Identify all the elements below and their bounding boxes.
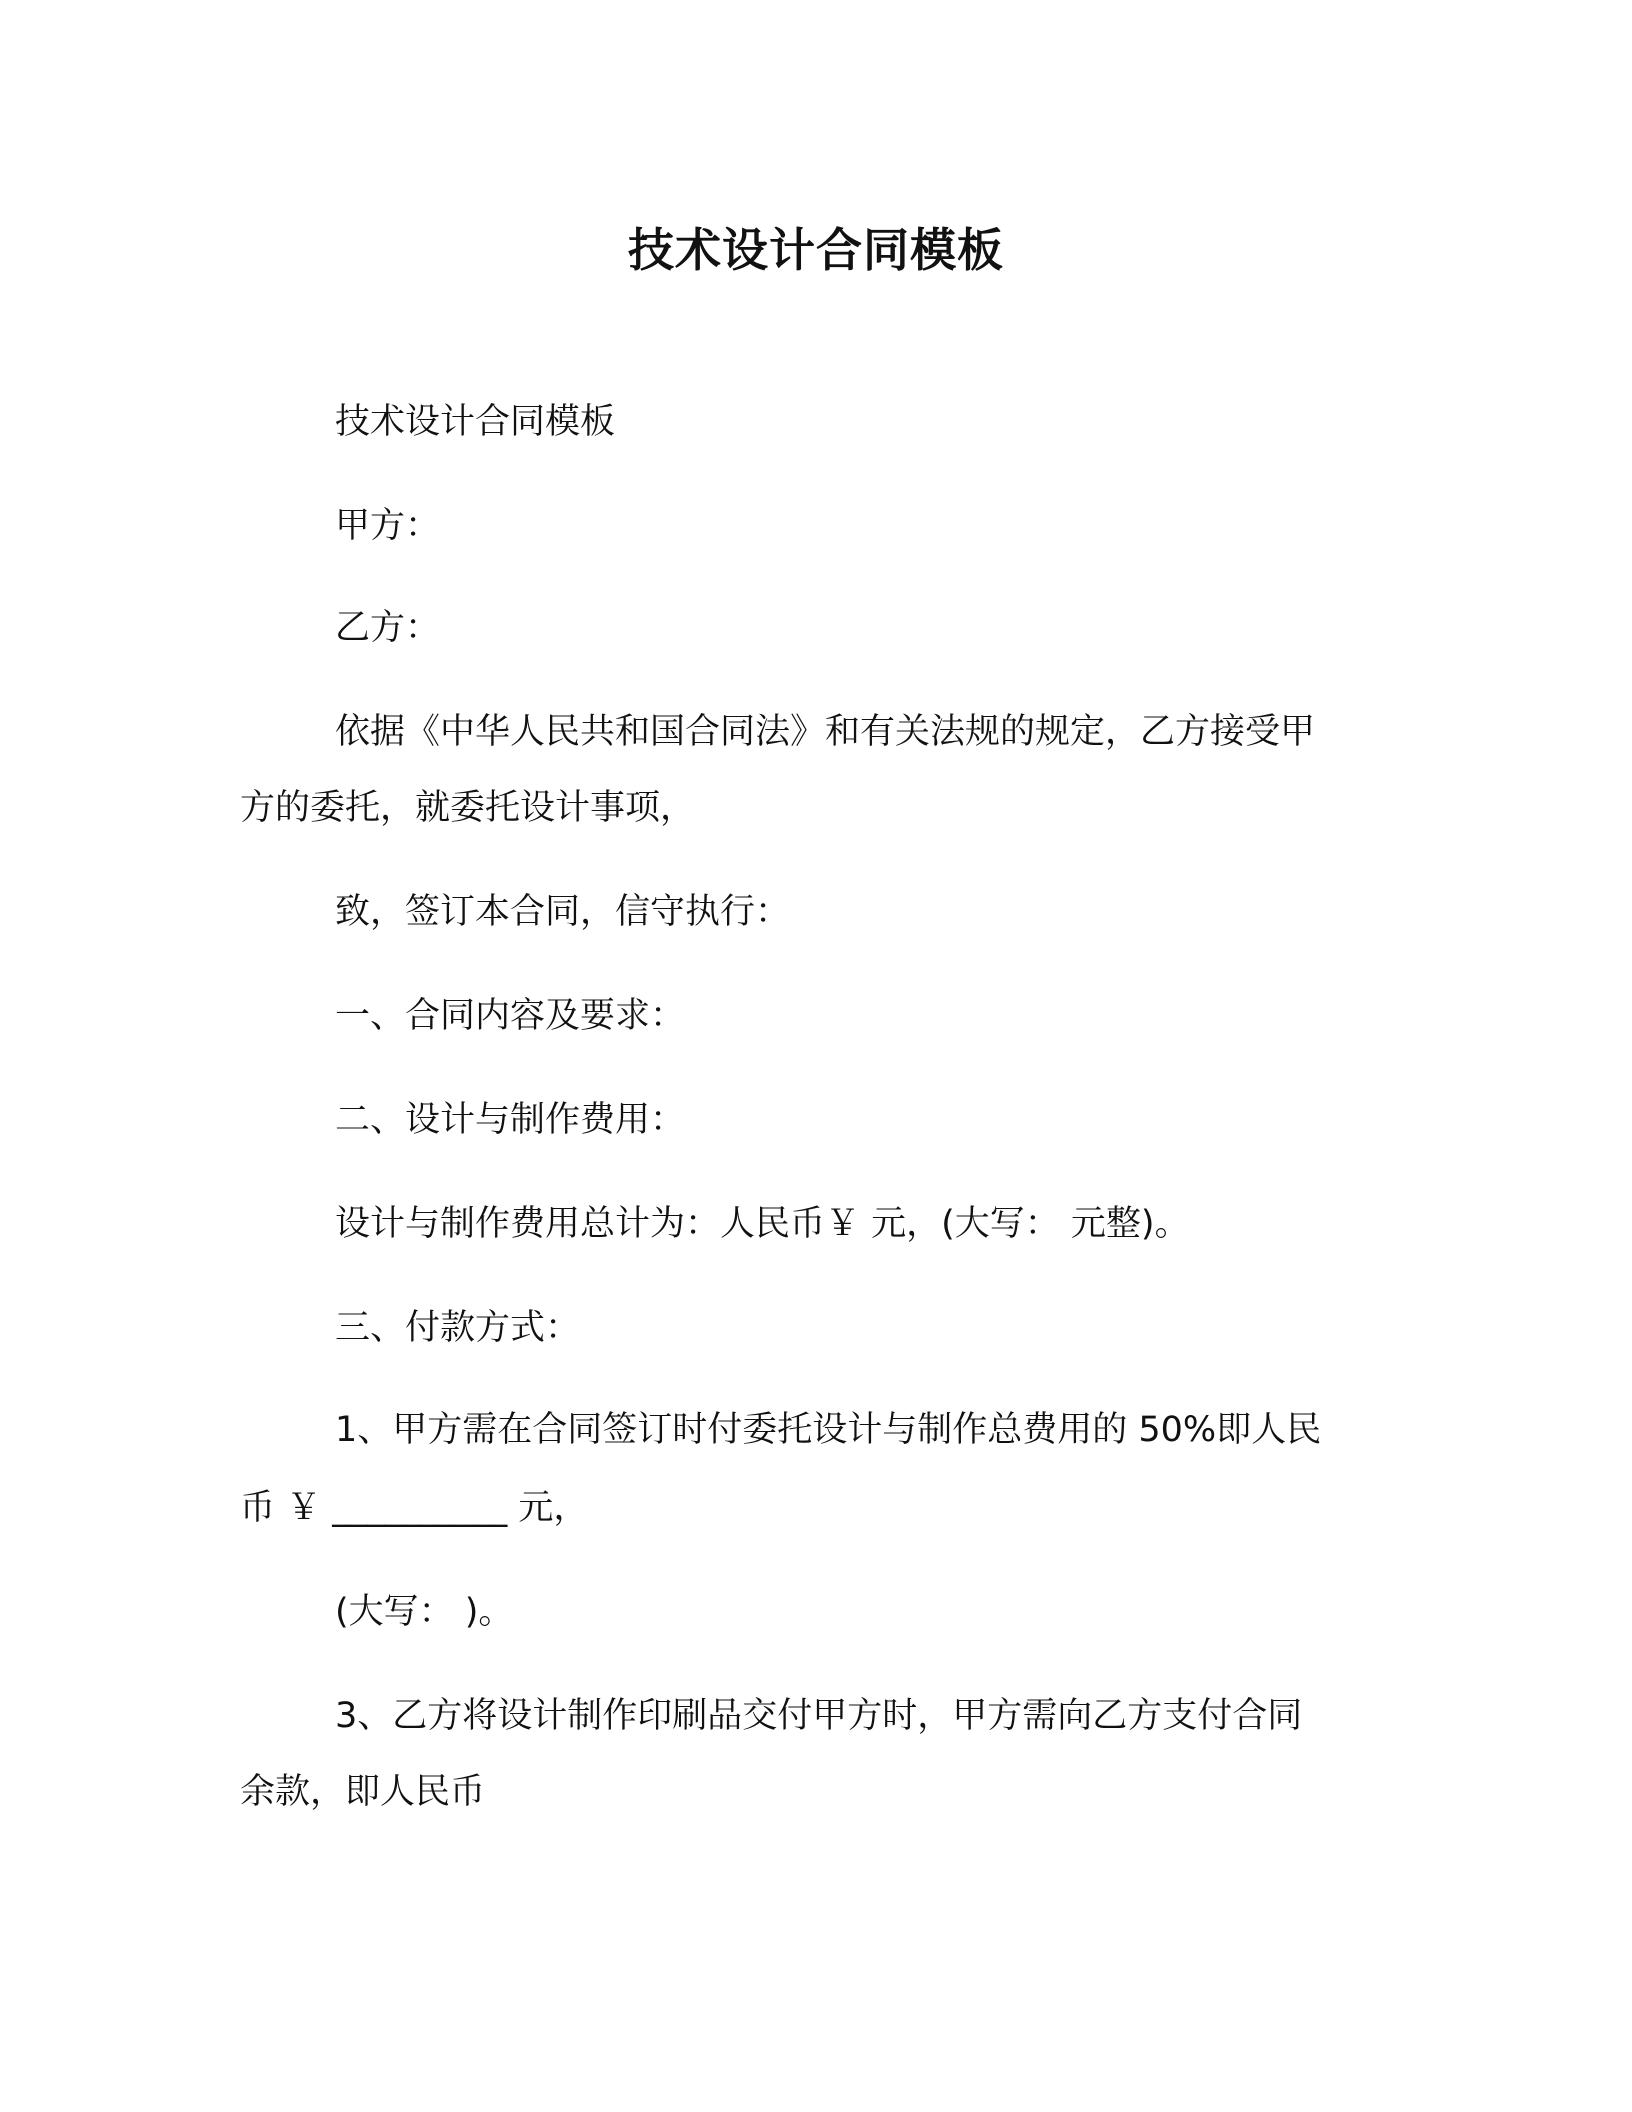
paragraph-basis-line2: 方的委托，就委托设计事项， (240, 788, 696, 828)
section-heading-3: 三、付款方式： (335, 1308, 581, 1348)
section-heading-2: 二、设计与制作费用： (335, 1100, 686, 1140)
paragraph-sign: 致，签订本合同，信守执行： (335, 892, 791, 932)
document-title: 技术设计合同模板 (628, 223, 1004, 277)
paragraph-fee-total: 设计与制作费用总计为：人民币￥ 元，(大写： 元整)。 (335, 1204, 1190, 1244)
paragraph-payment1-line2: 币 ￥ __________ 元， (240, 1488, 589, 1528)
paragraph-subtitle: 技术设计合同模板 (335, 402, 616, 442)
paragraph-party-b: 乙方： (335, 608, 441, 648)
paragraph-capital-amount: (大写： )。 (335, 1592, 514, 1632)
section-heading-1: 一、合同内容及要求： (335, 996, 686, 1036)
paragraph-payment1-line1: 1、甲方需在合同签订时付委托设计与制作总费用的 50%即人民 (335, 1410, 1322, 1450)
paragraph-basis-line1: 依据《中华人民共和国合同法》和有关法规的规定，乙方接受甲 (335, 712, 1316, 752)
paragraph-party-a: 甲方： (335, 506, 441, 546)
paragraph-payment3-line1: 3、乙方将设计制作印刷品交付甲方时，甲方需向乙方支付合同 (335, 1696, 1303, 1736)
paragraph-payment3-line2: 余款，即人民币 (240, 1772, 486, 1812)
